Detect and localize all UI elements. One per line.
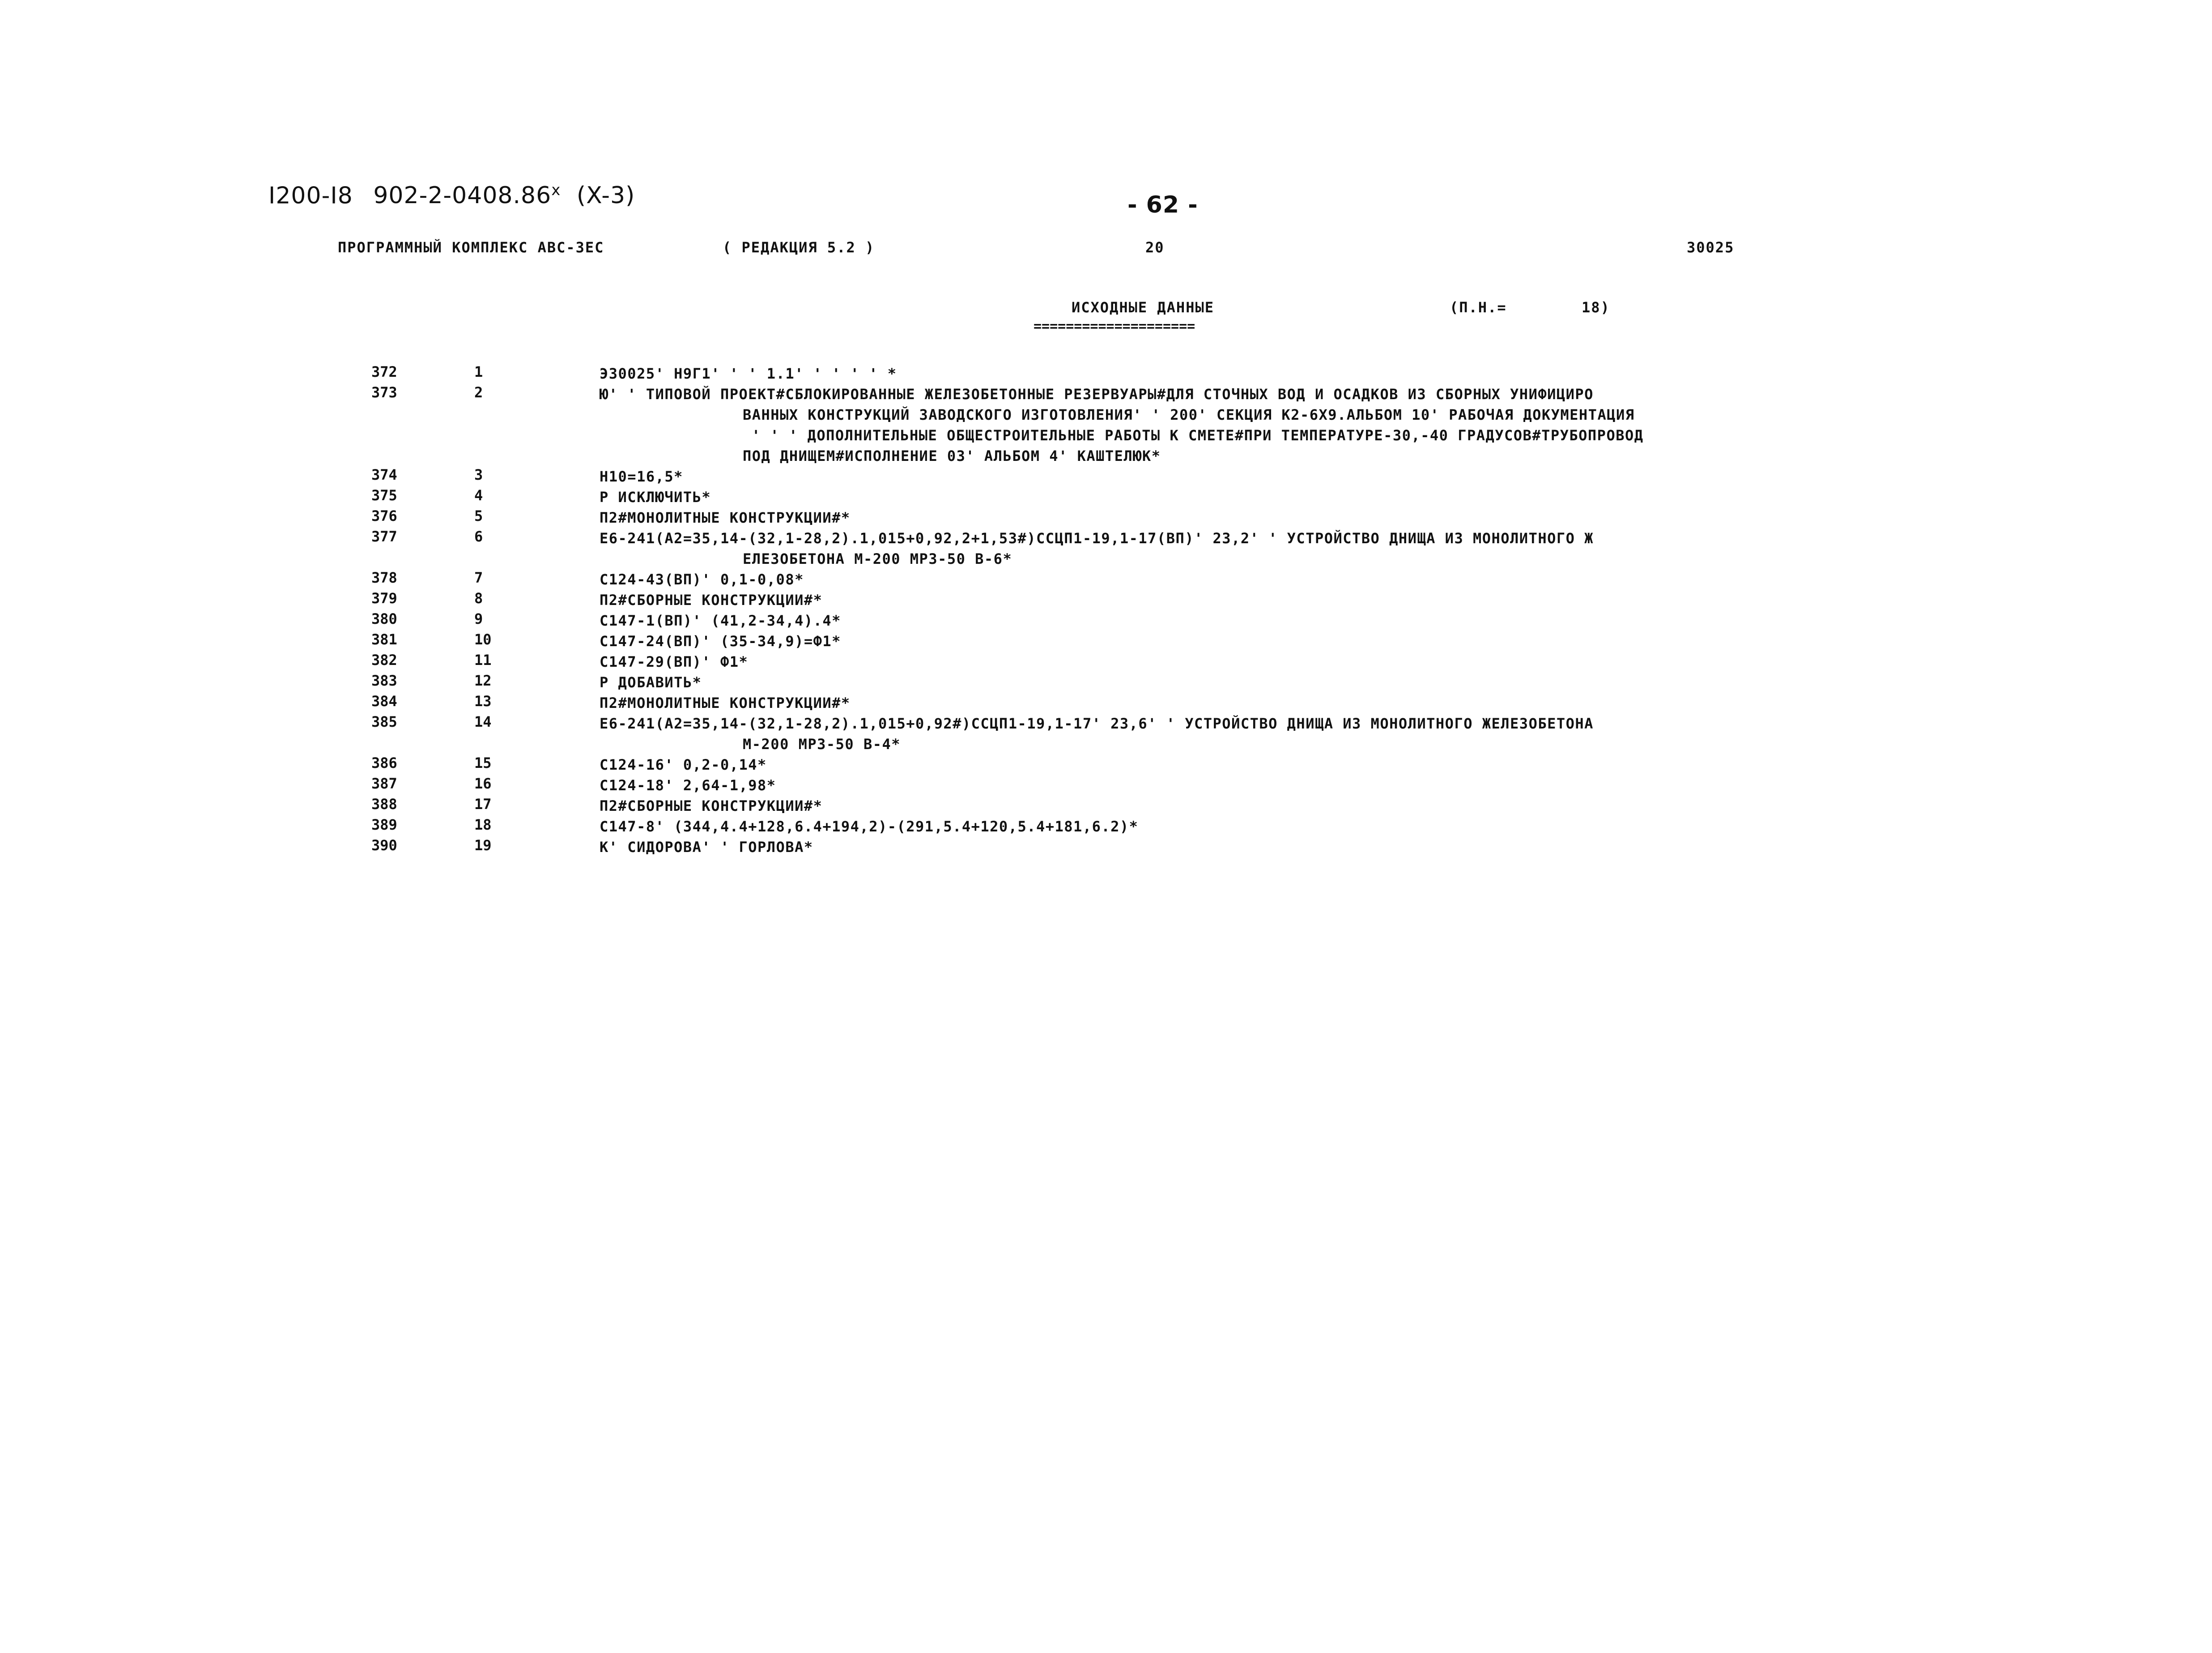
row-content	[600, 590, 1951, 610]
row-content	[600, 363, 1951, 384]
doc-ref-sup: x	[551, 181, 561, 199]
row-content	[600, 610, 1951, 631]
row-index: 5	[474, 507, 483, 524]
section-title: ИСХОДНЫЕ ДАННЫЕ	[1072, 299, 1214, 316]
row-number: 381	[371, 631, 397, 648]
row-line: ЕЛЕЗОБЕТОНА М-200 МРЗ-50 В-6*	[743, 550, 1012, 567]
row-index: 2	[474, 384, 483, 401]
page-number: - 62 -	[1127, 192, 1198, 218]
row-content	[600, 796, 1951, 816]
row-index: 4	[474, 487, 483, 504]
row-number: 375	[371, 487, 397, 504]
row-line: ' ' ' ДОПОЛНИТЕЛЬНЫЕ ОБЩЕСТРОИТЕЛЬНЫЕ РАБОТЫ К СМЕТЕ#ПРИ ТЕМПЕРАТУРЕ-30,-40 ГРАДУСОВ#ТРУБОПРОВОД	[752, 427, 1644, 444]
row-line: П2#МОНОЛИТНЫЕ КОНСТРУКЦИИ#*	[600, 509, 851, 526]
program-revision: ( РЕДАКЦИЯ 5.2 )	[723, 239, 875, 256]
sheet-number: 20	[1145, 239, 1165, 256]
row-index: 17	[474, 796, 492, 813]
row-content	[600, 631, 1951, 652]
row-number: 384	[371, 693, 397, 710]
row-content	[600, 487, 1951, 507]
row-line: П2#МОНОЛИТНЫЕ КОНСТРУКЦИИ#*	[600, 694, 851, 711]
row-index: 6	[474, 528, 483, 545]
row-number: 376	[371, 507, 397, 524]
row-number: 378	[371, 569, 397, 586]
row-line: С124-18' 2,64-1,98*	[600, 777, 776, 794]
row-line: ПОД ДНИЩЕМ#ИСПОЛНЕНИЕ 03' АЛЬБОМ 4' КАШТЕЛЮК*	[743, 447, 1161, 464]
row-number: 388	[371, 796, 397, 813]
row-index: 8	[474, 590, 483, 607]
row-content	[600, 693, 1951, 713]
row-number: 373	[371, 384, 397, 401]
row-content	[600, 507, 1951, 528]
row-content	[600, 652, 1951, 672]
row-content	[600, 528, 1951, 569]
section-ref: (П.Н.=	[1450, 299, 1507, 316]
row-index: 7	[474, 569, 483, 586]
row-line: Э30025' Н9Г1' ' ' 1.1' ' ' ' ' *	[600, 365, 897, 382]
doc-code	[268, 181, 635, 209]
row-line: Р ИСКЛЮЧИТЬ*	[600, 489, 711, 506]
doc-ref: 902-2-0408.86	[373, 182, 552, 209]
row-index: 13	[474, 693, 492, 710]
row-content	[600, 816, 1951, 837]
row-index: 18	[474, 816, 492, 833]
row-index: 1	[474, 363, 483, 380]
row-index: 14	[474, 713, 492, 730]
row-line: Н10=16,5*	[600, 468, 683, 485]
row-content	[600, 384, 1951, 466]
row-content	[600, 672, 1951, 693]
doc-code-text: I200-I8	[268, 182, 353, 209]
section-underline: ====================	[1034, 319, 1195, 334]
row-number: 379	[371, 590, 397, 607]
row-line: Е6-241(А2=35,14-(32,1-28,2).1,015+0,92#)ССЦП1-19,1-17' 23,6' ' УСТРОЙСТВО ДНИЩА ИЗ МОНОЛИТНОГО ЖЕЛЕЗОБЕТОНА	[600, 715, 1594, 732]
row-line: П2#СБОРНЫЕ КОНСТРУКЦИИ#*	[600, 797, 823, 814]
program-name: ПРОГРАММНЫЙ КОМПЛЕКС АВС-ЗЕС	[338, 239, 604, 256]
row-line: С147-8' (344,4.4+128,6.4+194,2)-(291,5.4+120,5.4+181,6.2)*	[600, 818, 1139, 835]
row-index: 3	[474, 466, 483, 483]
row-number: 383	[371, 672, 397, 689]
row-line: С124-16' 0,2-0,14*	[600, 756, 767, 773]
row-index: 10	[474, 631, 492, 648]
document-code: 30025	[1687, 239, 1735, 256]
row-number: 390	[371, 837, 397, 854]
row-line: Е6-241(А2=35,14-(32,1-28,2).1,015+0,92,2+1,53#)ССЦП1-19,1-17(ВП)' 23,2' ' УСТРОЙСТВО ДНИЩА ИЗ МОНОЛИТНОГО Ж	[600, 530, 1594, 547]
row-index: 12	[474, 672, 492, 689]
section-ref-num: 18)	[1582, 299, 1610, 316]
row-index: 11	[474, 652, 492, 669]
row-index: 15	[474, 754, 492, 771]
row-content	[600, 466, 1951, 487]
row-content	[600, 775, 1951, 796]
row-line: С147-29(ВП)' Ф1*	[600, 653, 749, 670]
row-index: 16	[474, 775, 492, 792]
row-line: Ю' ' ТИПОВОЙ ПРОЕКТ#СБЛОКИРОВАННЫЕ ЖЕЛЕЗОБЕТОННЫЕ РЕЗЕРВУАРЫ#ДЛЯ СТОЧНЫХ ВОД И ОСАДКОВ ИЗ СБОРНЫХ УНИФИЦИРО	[600, 386, 1594, 403]
row-number: 374	[371, 466, 397, 483]
row-line: К' СИДОРОВА' ' ГОРЛОВА*	[600, 839, 813, 856]
row-number: 386	[371, 754, 397, 771]
row-index: 19	[474, 837, 492, 854]
row-number: 372	[371, 363, 397, 380]
row-line: С147-1(ВП)' (41,2-34,4).4*	[600, 612, 841, 629]
row-line: ВАННЫХ КОНСТРУКЦИЙ ЗАВОДСКОГО ИЗГОТОВЛЕНИЯ' ' 200' СЕКЦИЯ К2-6Х9.АЛЬБОМ 10' РАБОЧАЯ ДОКУМЕНТАЦИЯ	[743, 406, 1635, 423]
row-number: 380	[371, 610, 397, 627]
row-content	[600, 713, 1951, 754]
row-number: 385	[371, 713, 397, 730]
row-number: 377	[371, 528, 397, 545]
row-number: 389	[371, 816, 397, 833]
row-line: С124-43(ВП)' 0,1-0,08*	[600, 571, 804, 588]
row-line: Р ДОБАВИТЬ*	[600, 674, 702, 691]
row-number: 382	[371, 652, 397, 669]
row-content	[600, 754, 1951, 775]
row-line: П2#СБОРНЫЕ КОНСТРУКЦИИ#*	[600, 592, 823, 609]
row-index: 9	[474, 610, 483, 627]
row-line: М-200 МРЗ-50 В-4*	[743, 736, 901, 753]
row-content	[600, 569, 1951, 590]
row-content	[600, 837, 1951, 857]
doc-variant: (X-3)	[576, 182, 635, 209]
row-number: 387	[371, 775, 397, 792]
row-line: С147-24(ВП)' (35-34,9)=Ф1*	[600, 633, 841, 650]
